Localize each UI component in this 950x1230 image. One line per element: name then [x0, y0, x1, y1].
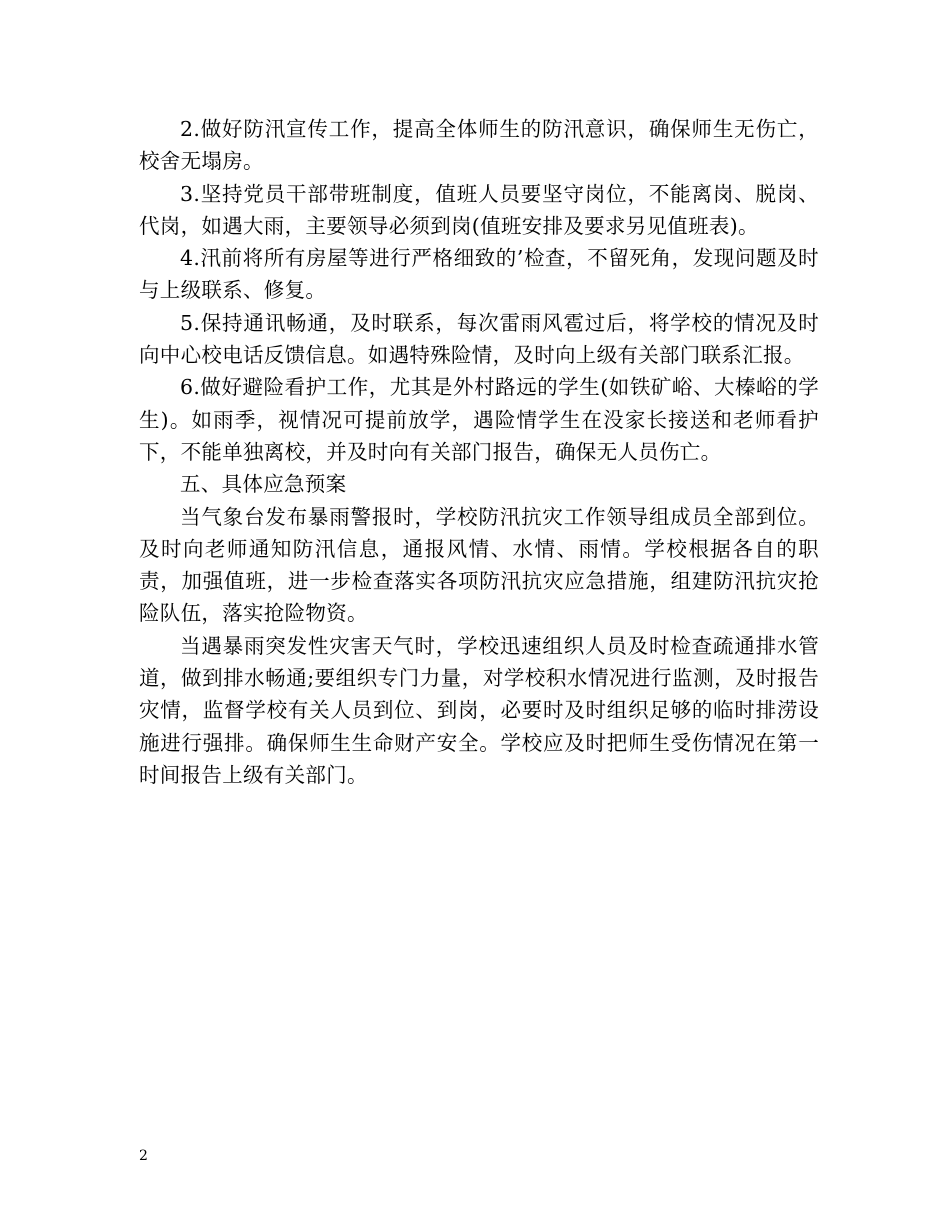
paragraph-rainstorm-warning: 当气象台发布暴雨警报时，学校防汛抗灾工作领导组成员全部到位。及时向老师通知防汛信息，通报风情、水情、雨情。学校根据各自的职责，加强值班，进一步检查落实各项防汛抗灾应急措施，组建防汛抗灾抢险队伍，落实抢险物资。: [139, 504, 819, 626]
paragraph-item-5: 5.保持通讯畅通，及时联系，每次雷雨风雹过后，将学校的情况及时向中心校电话反馈信息。如遇特殊险情，及时向上级有关部门联系汇报。: [139, 310, 819, 368]
paragraph-item-3: 3.坚持党员干部带班制度，值班人员要坚守岗位，不能离岗、脱岗、代岗，如遇大雨，主要领导必须到岗(值班安排及要求另见值班表)。: [139, 181, 819, 238]
paragraph-item-2: 2.做好防汛宣传工作，提高全体师生的防汛意识，确保师生无伤亡，校舍无塌房。: [139, 117, 819, 174]
document-body: [139, 113, 819, 791]
page-number: 2: [139, 1148, 148, 1164]
section-heading: 五、具体应急预案: [180, 472, 347, 497]
paragraph-item-4: 4.汛前将所有房屋等进行严格细致的’检查，不留死角，发现问题及时与上级联系、修复。: [139, 246, 819, 303]
paragraph-item-6: 6.做好避险看护工作，尤其是外村路远的学生(如铁矿峪、大榛峪的学生)。如雨季，视情况可提前放学，遇险情学生在没家长接送和老师看护下，不能单独离校，并及时向有关部门报告，确保无人员伤亡。: [139, 375, 819, 464]
paragraph-sudden-disaster: 当遇暴雨突发性灾害天气时，学校迅速组织人员及时检查疏通排水管道，做到排水畅通;要组织专门力量，对学校积水情况进行监测，及时报告灾情，监督学校有关人员到位、到岗，必要时及时组织足够的临时排涝设施进行强排。确保师生生命财产安全。学校应及时把师生受伤情况在第一时间报告上级有关部门。: [139, 633, 819, 787]
